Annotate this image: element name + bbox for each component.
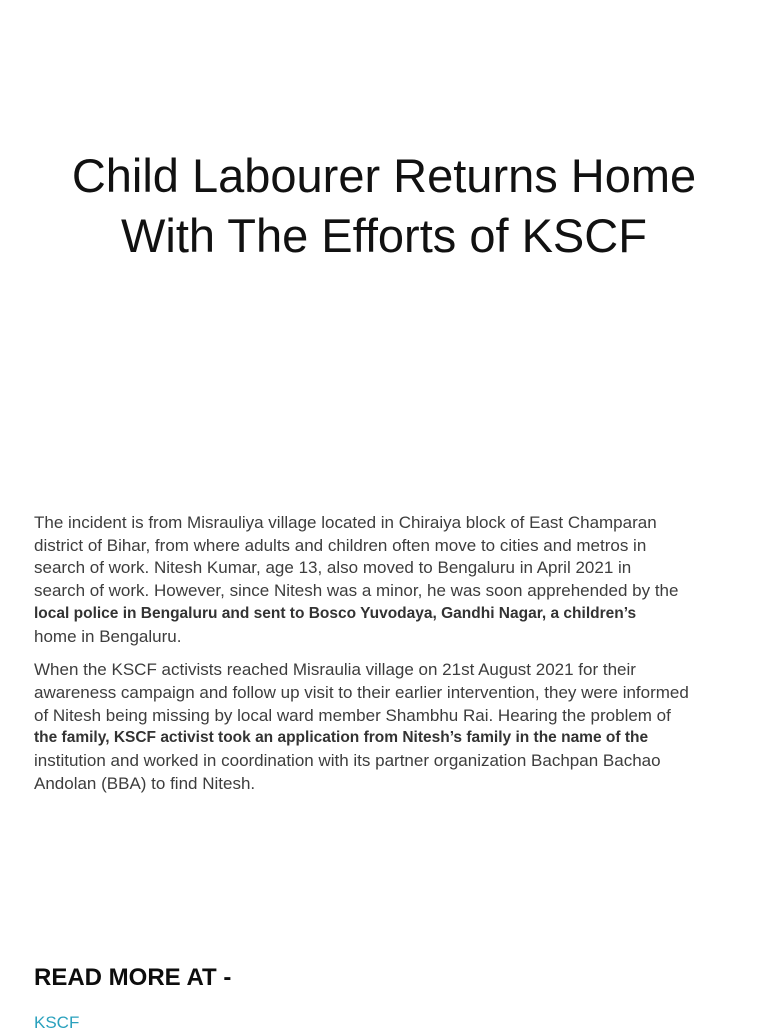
text-line: awareness campaign and follow up visit to their earlier intervention, they were informed — [34, 682, 689, 702]
paragraph-2 — [34, 659, 746, 795]
text-line: When the KSCF activists reached Misraulia village on 21st August 2021 for their — [34, 660, 636, 680]
text-line: district of Bihar, from where adults and children often move to cities and metros in — [34, 535, 647, 555]
title-line: Child Labourer Returns Home — [71, 149, 697, 202]
title-line: With The Efforts of KSCF — [121, 209, 647, 262]
paragraph-1 — [34, 512, 746, 648]
article-body — [34, 512, 746, 806]
text-line: home in Bengaluru. — [34, 626, 182, 646]
text-line: search of work. However, since Nitesh was a minor, he was soon apprehended by the — [34, 581, 679, 601]
text-line-bold: the family, KSCF activist took an application from Nitesh’s family in the name of the — [34, 729, 649, 747]
text-line: The incident is from Misrauliya village located in Chiraiya block of East Champaran — [34, 513, 657, 532]
text-line: search of work. Nitesh Kumar, age 13, also moved to Bengaluru in April 2021 in — [34, 558, 632, 578]
text-line-bold: local police in Bengaluru and sent to Bosco Yuvodaya, Gandhi Nagar, a children’s — [34, 604, 637, 622]
kscf-link[interactable]: KSCF — [34, 1013, 80, 1032]
text-line: institution and worked in coordination with its partner organization Bachpan Bachao — [34, 751, 661, 771]
text-line: Andolan (BBA) to find Nitesh. — [34, 773, 256, 793]
article-title — [20, 146, 748, 266]
text-line: of Nitesh being missing by local ward member Shambhu Rai. Hearing the problem of — [34, 705, 671, 725]
read-more-heading: READ MORE AT - — [34, 964, 232, 991]
